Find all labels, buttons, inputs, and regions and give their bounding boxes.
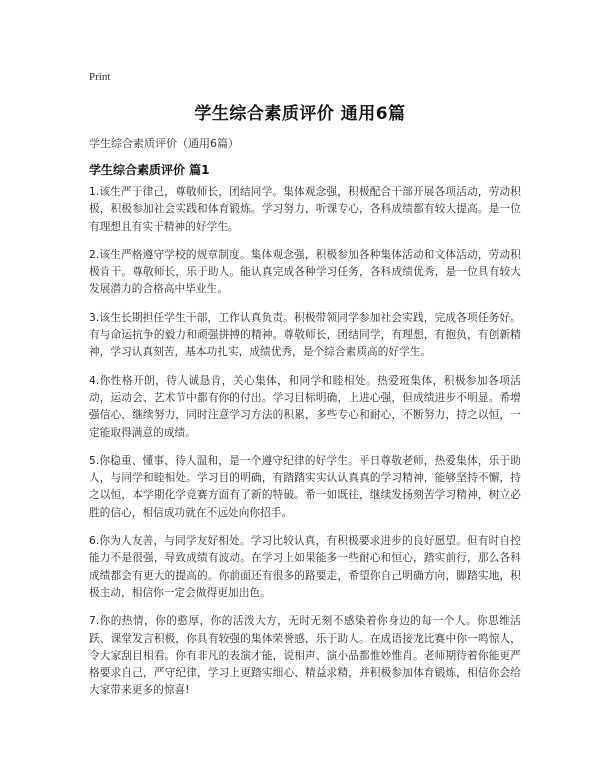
paragraph: 2.该生严格遵守学校的规章制度。集体观念强，积极参加各种集体活动和文体活动，劳动积极肯干。尊敬师长，乐于助人。能认真完成各种学习任务，各科成绩优秀，是一位具有较大发展潜力的合格高中毕业生。 bbox=[89, 248, 521, 296]
paragraph: 5.你稳重、懂事、待人温和，是一个遵守纪律的好学生。平日尊敬老师，热爱集体，乐于助人，与同学和睦相处。学习目的明确，有踏踏实实认认真真的学习精神，能够坚持不懈，持之以恒，本学期化学竞赛方面有了新的特破。希一如既往，继续发扬刻苦学习精神，树立必胜的信心，相信成功就在不远处向你招手。 bbox=[89, 454, 521, 519]
paragraph-list bbox=[89, 184, 521, 711]
section-heading: 学生综合素质评价 篇1 bbox=[89, 163, 210, 177]
document-subtitle: 学生综合素质评价（通用6篇） bbox=[89, 137, 239, 150]
print-label: Print bbox=[89, 71, 111, 83]
paragraph: 6.你为人友善，与同学友好相处。学习比较认真，有积极要求进步的良好愿望。但有时自控能力不是很强，导致成绩有波动。在学习上如果能多一些耐心和恒心，踏实前行，那么各科成绩都会有更大的提高的。你前面还有很多的路要走，希望你自己明确方向，脚踏实地，积极主动，相信你一定会做得更加出色。 bbox=[89, 535, 521, 599]
document-title: 学生综合素质评价 通用6篇 bbox=[194, 104, 406, 124]
paragraph: 7.你的热情，你的憨厚，你的活泼大方，无时无刻不感染着你身边的每一个人。你思维活跃、课堂发言积极，你具有较强的集体荣誉感，乐于助人。在成语接龙比赛中你一鸣惊人，令大家刮目相看。你有非凡的表演才能，说相声、演小品都惟妙惟肖。老师期待着你能更严格要求自己，严守纪律，学习上更踏实细心、精益求精，并积极参加体育锻炼，相信你会给大家带来更多的惊喜! bbox=[89, 615, 521, 697]
paragraph: 1.该生严于律己，尊敬师长，团结同学。集体观念强，积极配合干部开展各项活动，劳动积极，积极参加社会实践和体育锻炼。学习努力，听课专心，各科成绩都有较大提高。是一位有理想且有实干精神的好学生。 bbox=[89, 186, 521, 233]
paragraph: 4.你性格开朗，待人诚恳肯，关心集体，和同学和睦相处。热爱班集体，积极参加各项活动，运动会、艺术节中都有你的付出。学习目标明确，上进心强，但成绩进步不明显。希增强信心，继续努力，同时注意学习方法的积累，多些专心和耐心，不断努力，持之以恒，一定能取得满意的成绩。 bbox=[89, 374, 521, 439]
paragraph: 3.该生长期担任学生干部，工作认真负责。积极带领同学参加社会实践，完成各项任务好。有与命运抗争的毅力和顽强拼搏的精神。尊敬师长，团结同学，有理想，有抱负，有创新精神，学习认真刻苦，基本功扎实，成绩优秀，是个综合素质高的好学生。 bbox=[89, 311, 521, 359]
